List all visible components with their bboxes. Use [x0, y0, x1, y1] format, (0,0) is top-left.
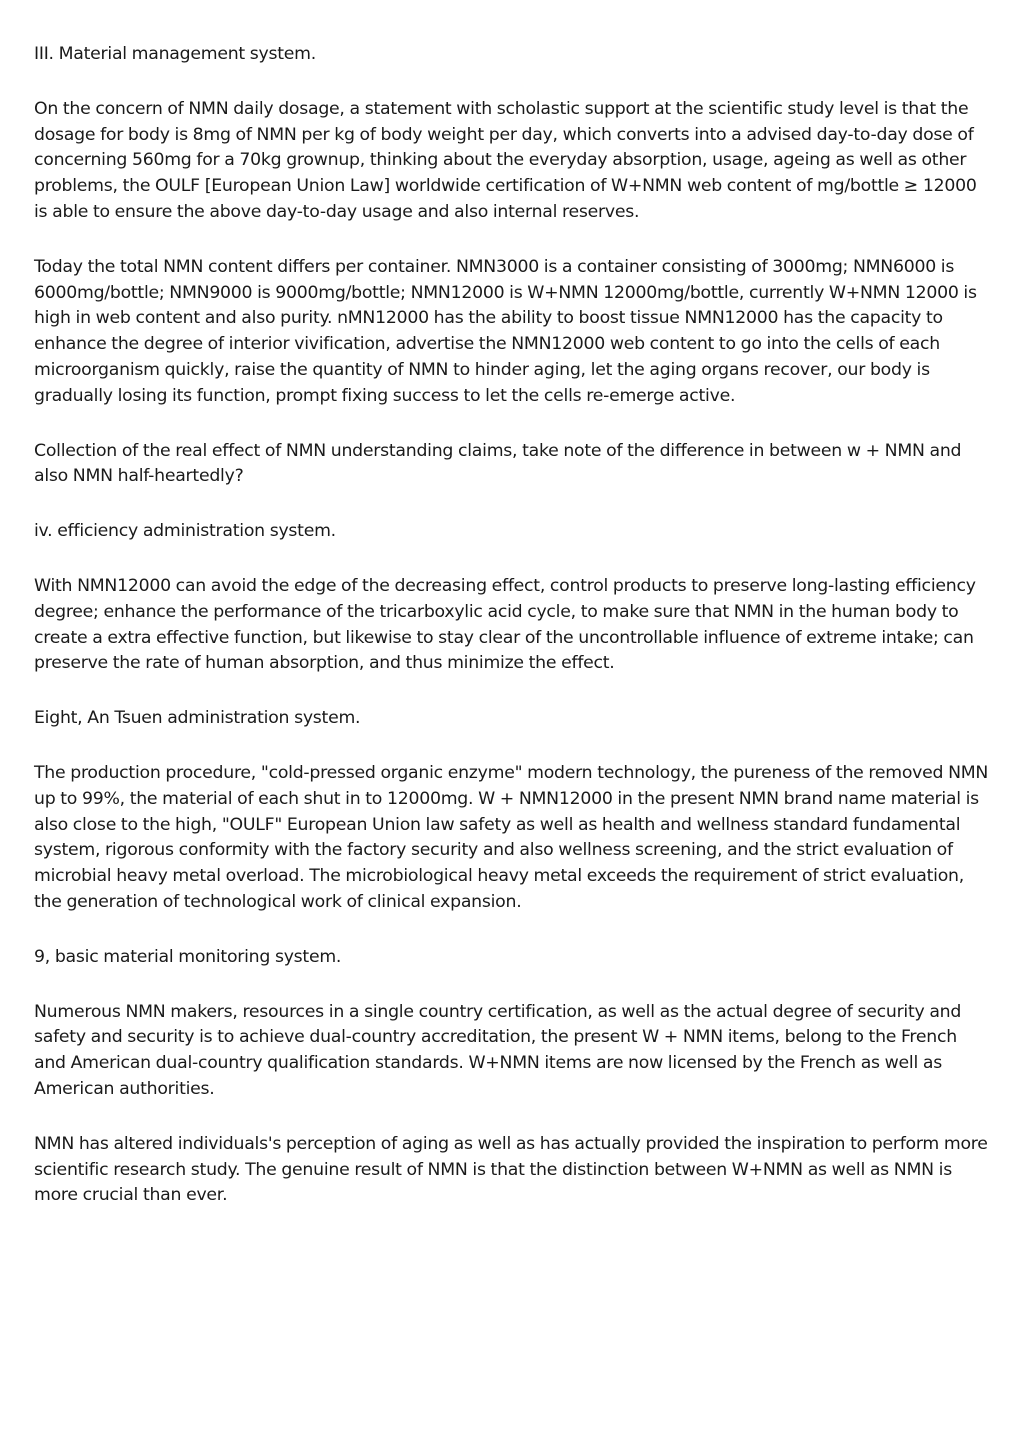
paragraph-production-procedure: The production procedure, "cold-pressed organic enzyme" modern technology, the pureness of the removed NMN up to 99%, the material of each shut in to 12000mg. W + NMN12000 in the present NMN brand name material is also close to the high, "OULF" European Union law safety as well as health and wellness standard fundamental system, rigorous conformity with the factory security and also wellness screening, and the strict evaluation of microbial heavy metal overload. The microbiological heavy metal exceeds the requirement of strict evaluation, the generation of technological work of clinical expansion.: [34, 762, 989, 912]
section-heading-basic-material-monitoring: 9, basic material monitoring system.: [34, 946, 342, 967]
paragraph-real-effect: Collection of the real effect of NMN understanding claims, take note of the difference in between w + NMN and also NMN half-heartedly?: [34, 440, 962, 487]
section-heading-an-tsuen-administration: Eight, An Tsuen administration system.: [34, 708, 361, 729]
paragraph-certification: Numerous NMN makers, resources in a single country certification, as well as the actual degree of security and safety and security is to achieve dual-country accreditation, the present W + NMN items, belong to the French and American dual-country qualification standards. W+NMN items are now licensed by the French as well as American authorities.: [34, 1001, 962, 1099]
paragraph-daily-dosage: On the concern of NMN daily dosage, a statement with scholastic support at the scientific study level is that the dosage for body is 8mg of NMN per kg of body weight per day, which converts into a advised day-to-day dose of concerning 560mg for a 70kg grownup, thinking about the everyday absorption, usage, ageing as well as other problems, the OULF [European Union Law] worldwide certification of W+NMN web content of mg/bottle ≥ 12000 is able to ensure the above day-to-day usage and also internal reserves.: [34, 98, 977, 222]
paragraph-efficiency: With NMN12000 can avoid the edge of the decreasing effect, control products to preserve long-lasting efficiency degree; enhance the performance of the tricarboxylic acid cycle, to make sure that NMN in the human body to create a extra effective function, but likewise to stay clear of the uncontrollable influence of extreme intake; can preserve the rate of human absorption, and thus minimize the effect.: [34, 575, 976, 674]
paragraph-conclusion: NMN has altered individuals's perception of aging as well as has actually provided the inspiration to perform more scientific research study. The genuine result of NMN is that the distinction between W+NMN as well as NMN is more crucial than ever.: [34, 1133, 988, 1206]
section-heading-efficiency-administration: iv. efficiency administration system.: [34, 521, 336, 542]
paragraph-nmn-content: Today the total NMN content differs per container. NMN3000 is a container consisting of 3000mg; NMN6000 is 6000mg/bottle; NMN9000 is 9000mg/bottle; NMN12000 is W+NMN 12000mg/bottle, currently W+NMN 12000 is high in web content and also purity. nMN12000 has the ability to boost tissue NMN12000 has the capacity to enhance the degree of interior vivification, advertise the NMN12000 web content to go into the cells of each microorganism quickly, raise the quantity of NMN to hinder aging, let the aging organs recover, our body is gradually losing its function, prompt fixing success to let the cells re-emerge active.: [34, 256, 977, 406]
section-heading-material-management: III. Material management system.: [34, 44, 316, 64]
